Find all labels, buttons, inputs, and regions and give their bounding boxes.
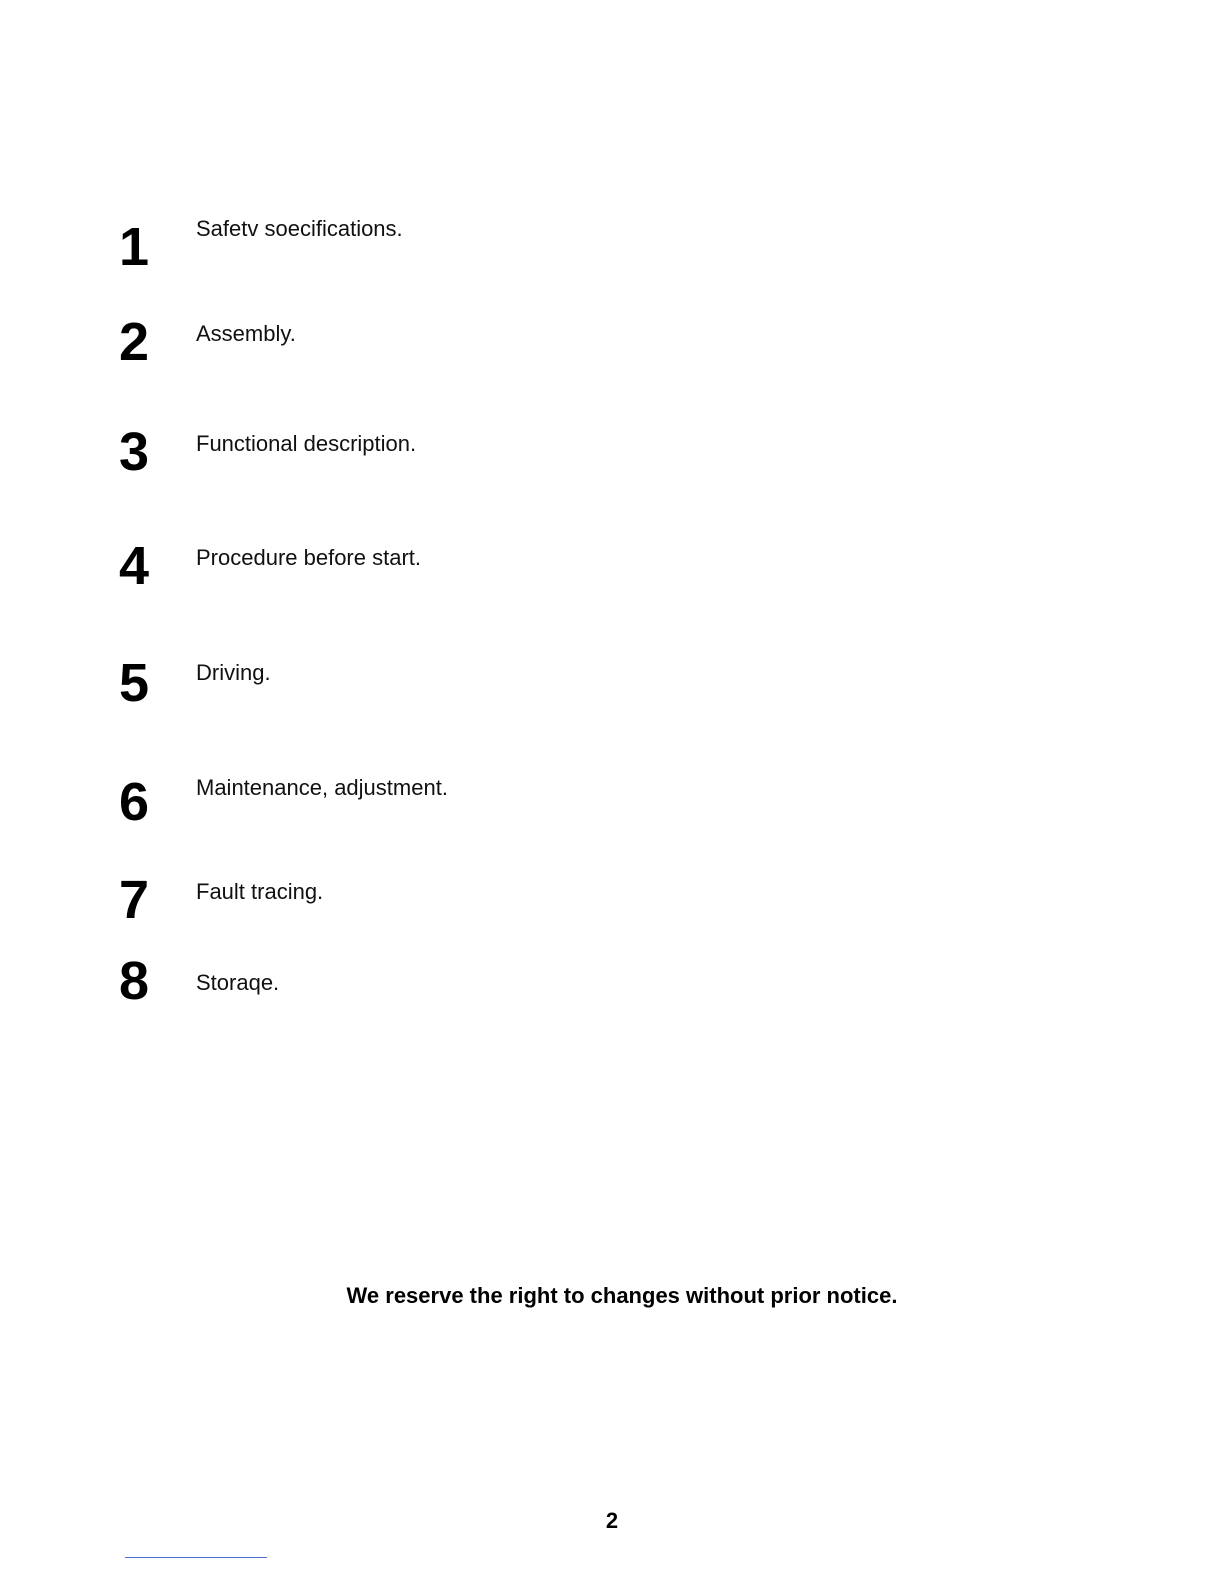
toc-entry-2 bbox=[0, 312, 700, 381]
toc-number: 2 bbox=[118, 312, 150, 372]
toc-number: 1 bbox=[118, 217, 150, 277]
toc-title: Maintenance, adjustment. bbox=[196, 775, 448, 800]
toc-entry-3 bbox=[0, 422, 700, 491]
page-number: 2 bbox=[605, 1508, 619, 1533]
toc-title: Safetv soecifications. bbox=[196, 216, 403, 241]
footer-rule bbox=[125, 1557, 267, 1558]
toc-entry-6 bbox=[0, 772, 700, 835]
toc-title: Driving. bbox=[196, 660, 271, 685]
toc-number: 8 bbox=[118, 951, 150, 1011]
toc-number: 5 bbox=[118, 653, 150, 713]
toc-entry-7 bbox=[0, 870, 700, 939]
toc-entry-1 bbox=[0, 216, 700, 276]
toc-title: Storaqe. bbox=[196, 970, 280, 995]
toc-title: Procedure before start. bbox=[196, 545, 422, 570]
toc-number: 6 bbox=[118, 772, 150, 832]
toc-entry-5 bbox=[0, 653, 700, 720]
toc-number: 4 bbox=[118, 536, 150, 596]
toc-entry-4 bbox=[0, 536, 700, 605]
disclaimer-notice: We reserve the right to changes without prior notice. bbox=[346, 1283, 898, 1308]
toc-number: 7 bbox=[118, 870, 150, 930]
toc-title: Assembly. bbox=[196, 321, 296, 346]
toc-title: Fault tracing. bbox=[196, 879, 324, 904]
toc-title: Functional description. bbox=[196, 431, 417, 456]
toc-number: 3 bbox=[118, 422, 150, 482]
toc-entry-8 bbox=[0, 951, 700, 1030]
